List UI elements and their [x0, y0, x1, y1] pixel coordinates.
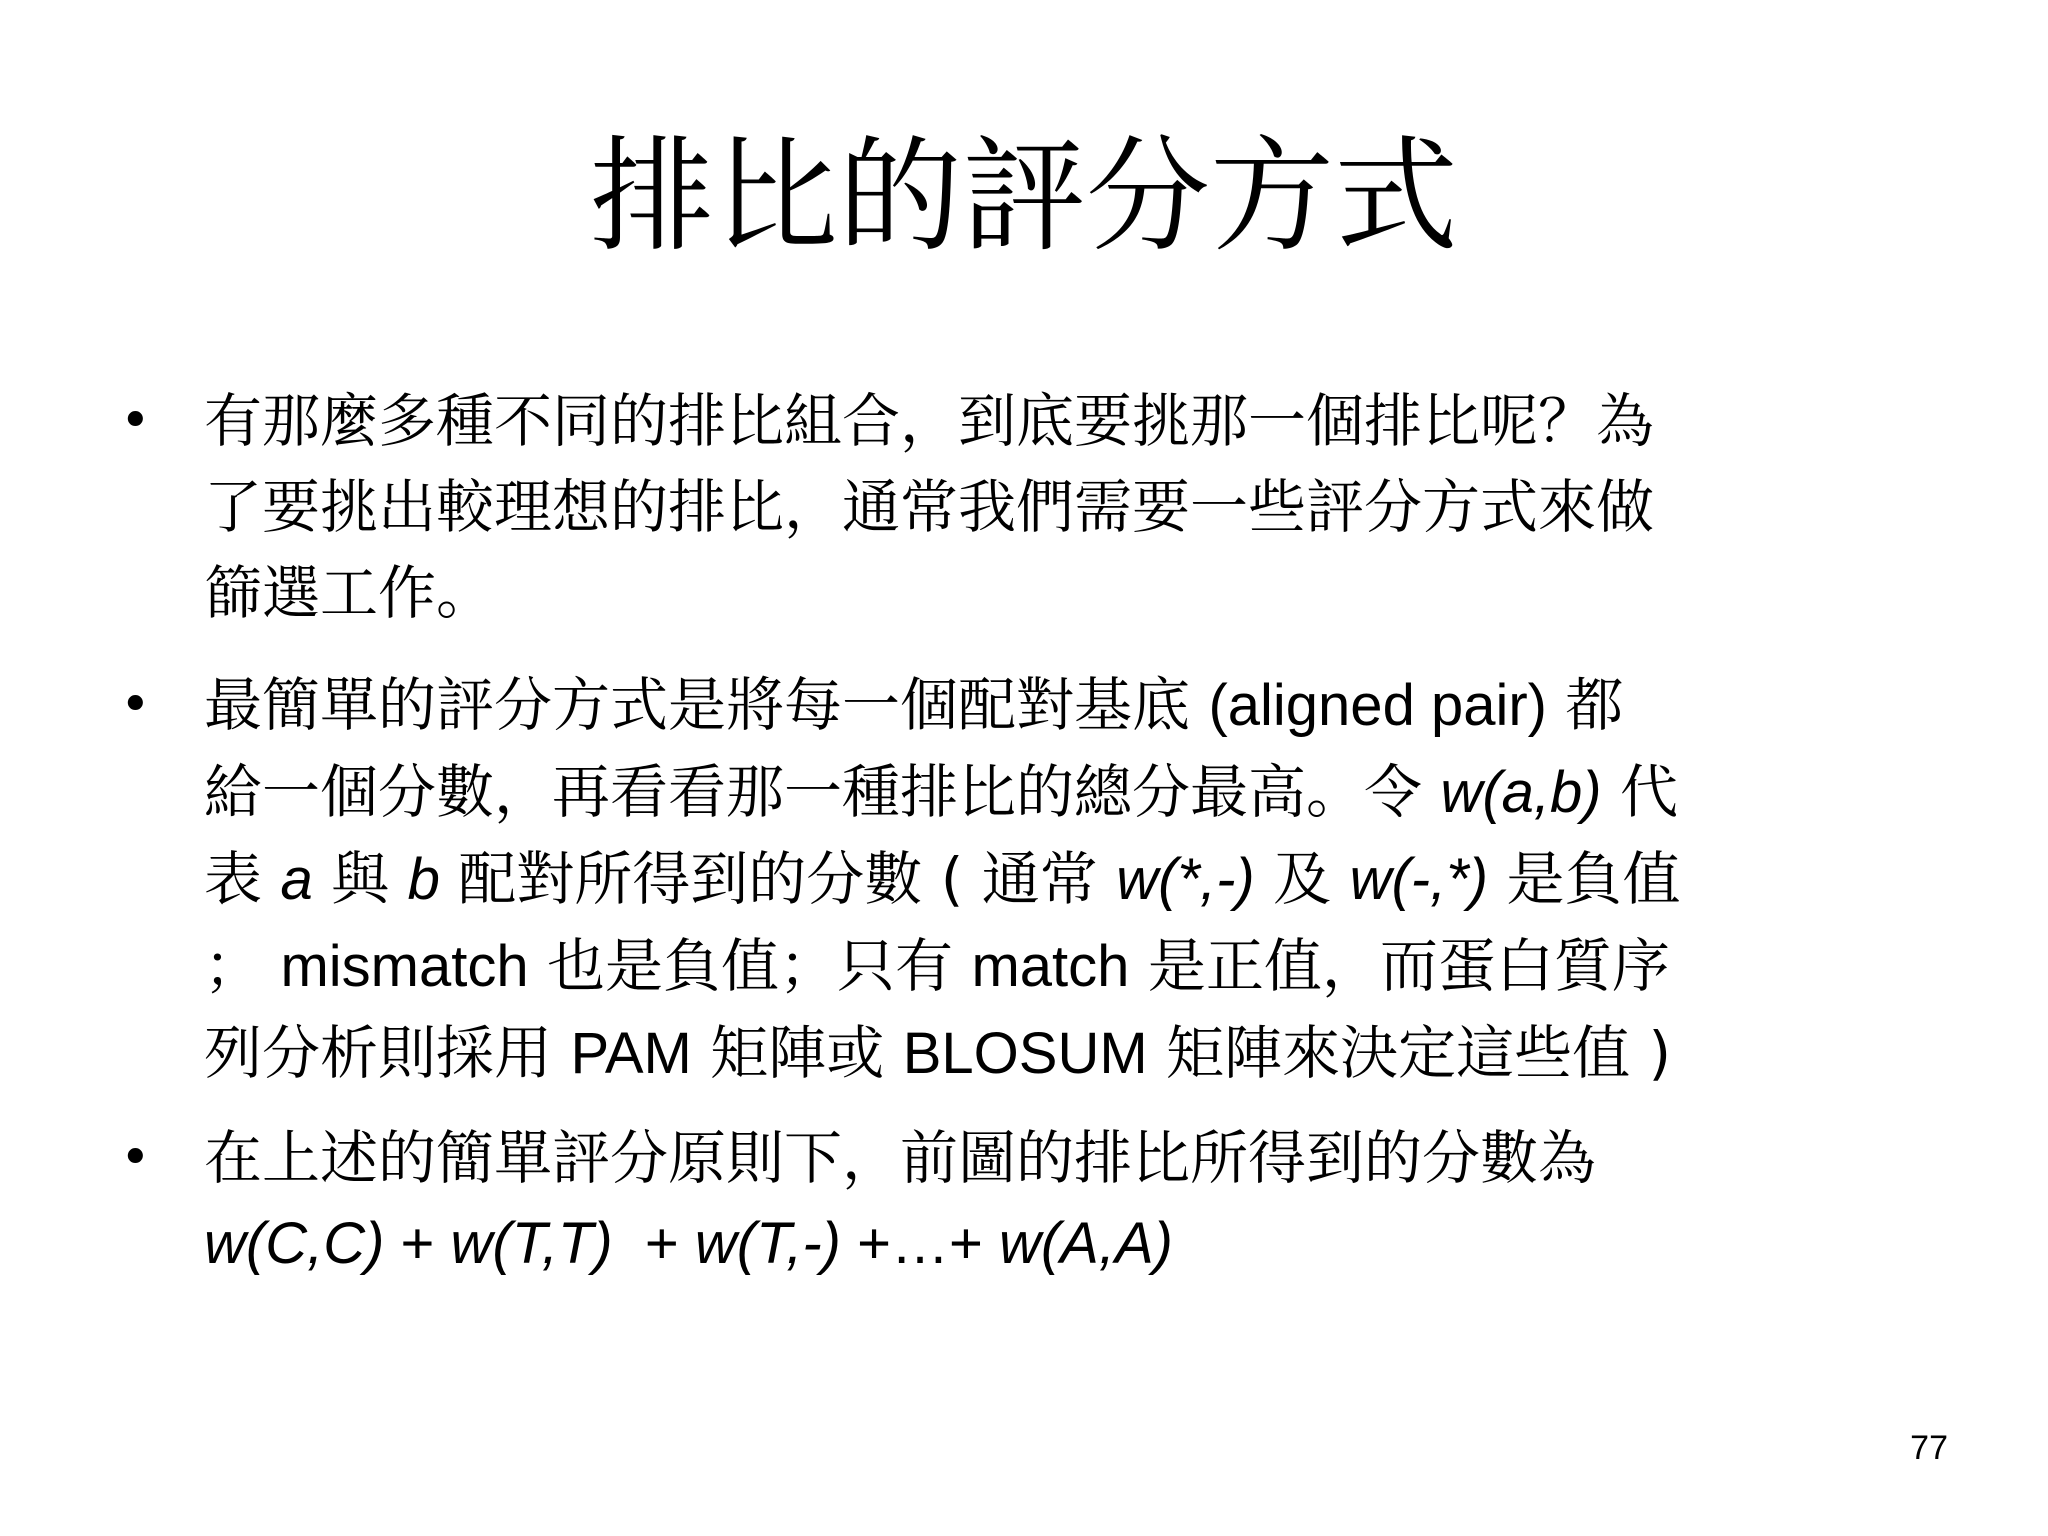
bullet-marker: •: [120, 391, 151, 451]
bullet-line: 了要挑出較理想的排比，通常我們需要一些評分方式來做: [204, 473, 1655, 541]
text-segment: BLOSUM: [902, 1021, 1148, 1086]
text-segment: (aligned pair): [1208, 673, 1547, 738]
text-segment: 表: [204, 845, 281, 913]
bullet-line: 有那麼多種不同的排比組合，到底要挑那一個排比呢？為: [204, 387, 1655, 455]
math-variable: a: [280, 847, 313, 912]
math-expression: w(T,T): [450, 1211, 613, 1276]
bullet-line: [204, 662, 1940, 749]
page-number: 77: [1910, 1429, 1948, 1467]
math-expression: w(T,-): [694, 1211, 841, 1276]
text-segment: 都: [1546, 671, 1624, 739]
bullet-line: [204, 749, 1940, 836]
text-segment: 矩陣來決定這些值 ): [1147, 1019, 1672, 1087]
slide-title: 排比的評分方式: [589, 125, 1458, 269]
bullet-list: [120, 378, 1940, 1287]
bullet-marker: •: [120, 1128, 151, 1188]
text-segment: PAM: [570, 1021, 692, 1086]
bullet-item-1: [120, 378, 1940, 636]
text-segment: 代: [1601, 758, 1679, 826]
bullet-text: [204, 378, 1940, 636]
bullet-text: [204, 1115, 1940, 1287]
bullet-item-2: [120, 662, 1940, 1097]
text-segment: 配對所得到的分數 ( 通常: [439, 845, 1117, 913]
math-expression: w(a,b): [1440, 760, 1602, 825]
text-segment: +…+: [840, 1211, 999, 1276]
text-segment: +: [384, 1211, 451, 1276]
text-segment: 是正值，而蛋白質序: [1129, 932, 1670, 1000]
math-expression: w(-,*): [1349, 847, 1489, 912]
bullet-text: [204, 662, 1940, 1097]
math-variable: b: [407, 847, 440, 912]
text-segment: match: [971, 934, 1130, 999]
bullet-line: [204, 1010, 1940, 1097]
bullet-line: [204, 923, 1940, 1010]
text-segment: 給一個分數，再看看那一種排比的總分最高。令: [204, 758, 1441, 826]
text-segment: 最簡單的評分方式是將每一個配對基底: [204, 671, 1209, 739]
bullet-line: 在上述的簡單評分原則下，前圖的排比所得到的分數為: [204, 1124, 1597, 1192]
text-segment: ；: [204, 932, 281, 1000]
text-segment: 列分析則採用: [204, 1019, 571, 1087]
text-segment: 也是負值；只有: [528, 932, 972, 1000]
text-segment: 與: [312, 845, 408, 913]
text-segment: +: [612, 1211, 695, 1276]
math-expression: w(*,-): [1116, 847, 1255, 912]
text-segment: 及: [1254, 845, 1350, 913]
bullet-marker: •: [120, 675, 151, 735]
text-segment: 矩陣或: [691, 1019, 903, 1087]
bullet-line: [204, 836, 1940, 923]
text-segment: mismatch: [280, 934, 529, 999]
text-segment: 是負值: [1488, 845, 1681, 913]
math-expression: w(A,A): [998, 1211, 1173, 1276]
bullet-item-3: [120, 1115, 1940, 1287]
math-expression: w(C,C): [204, 1211, 385, 1276]
formula-line: [204, 1201, 1940, 1287]
bullet-line: 篩選工作。: [204, 559, 495, 627]
